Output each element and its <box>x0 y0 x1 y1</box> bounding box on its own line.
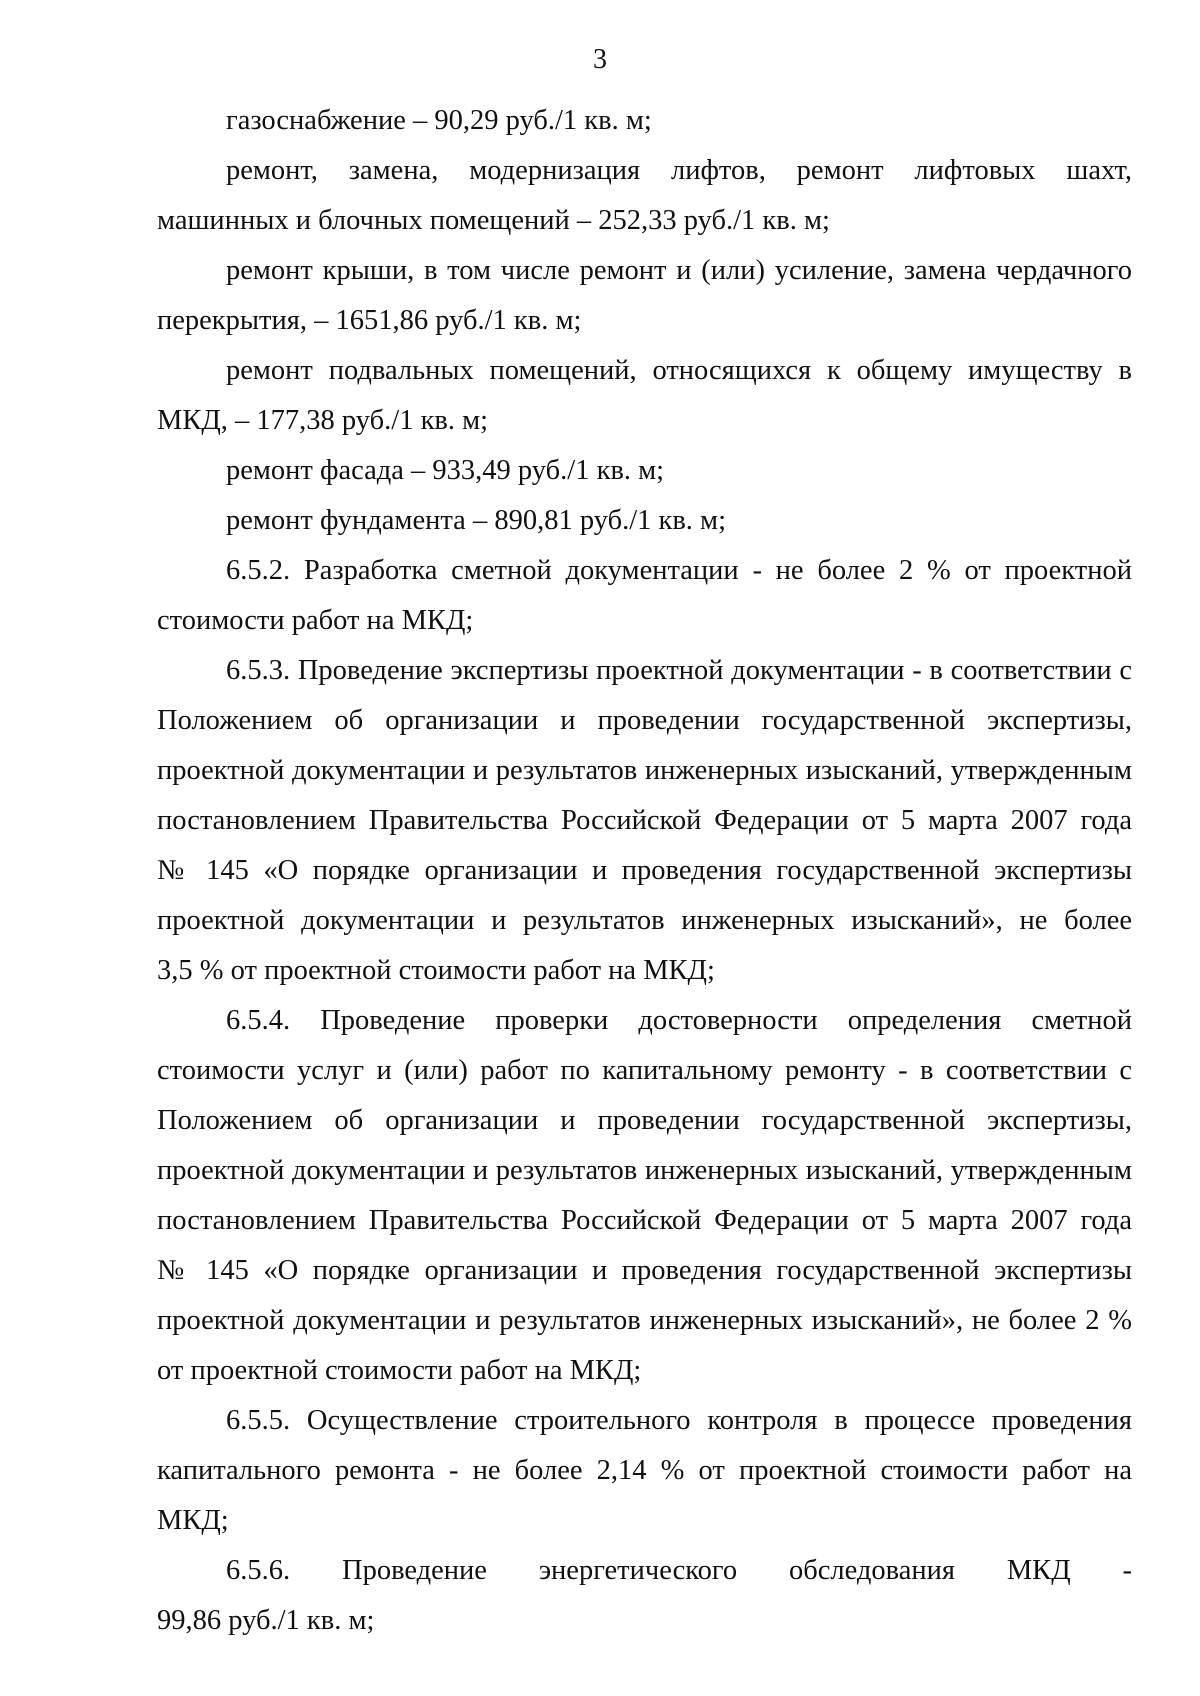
text-line: 6.5.2. Разработка сметной документации - не более 2 % от проектной <box>226 555 1132 586</box>
text-line: 6.5.3. Проведение экспертизы проектной документации - в соответствии с <box>226 655 1132 686</box>
text-line: № 145 «О порядке организации и проведения государственной экспертизы <box>157 855 1132 886</box>
text-line: от проектной стоимости работ на МКД; <box>157 1355 642 1386</box>
text-line: ремонт, замена, модернизация лифтов, ремонт лифтовых шахт, <box>226 155 1132 186</box>
text-line: стоимости работ на МКД; <box>157 605 474 636</box>
text-line: ремонт фасада – 933,49 руб./1 кв. м; <box>226 455 665 486</box>
text-line: № 145 «О порядке организации и проведения государственной экспертизы <box>157 1255 1132 1286</box>
text-line: газоснабжение – 90,29 руб./1 кв. м; <box>226 105 652 136</box>
text-line: проектной документации и результатов инженерных изысканий, утвержденным <box>157 1155 1132 1186</box>
text-line: проектной документации и результатов инженерных изысканий», не более <box>157 905 1132 936</box>
text-line: перекрытия, – 1651,86 руб./1 кв. м; <box>157 305 582 336</box>
text-line: Положением об организации и проведении государственной экспертизы, <box>157 705 1132 736</box>
text-line: 6.5.4. Проведение проверки достоверности определения сметной <box>226 1005 1132 1036</box>
text-line: 3,5 % от проектной стоимости работ на МКД; <box>157 955 715 986</box>
text-line: постановлением Правительства Российской Федерации от 5 марта 2007 года <box>157 1205 1132 1236</box>
text-line: ремонт подвальных помещений, относящихся к общему имуществу в <box>226 355 1132 386</box>
text-line: машинных и блочных помещений – 252,33 руб./1 кв. м; <box>157 205 830 236</box>
text-line: проектной документации и результатов инженерных изысканий», не более 2 % <box>157 1305 1132 1336</box>
text-line: стоимости услуг и (или) работ по капитальному ремонту - в соответствии с <box>157 1055 1132 1086</box>
text-line: ремонт крыши, в том числе ремонт и (или) усиление, замена чердачного <box>226 255 1132 286</box>
page-number: 3 <box>593 44 607 75</box>
text-line: 6.5.5. Осуществление строительного контроля в процессе проведения <box>226 1405 1132 1436</box>
document-body <box>157 96 1132 1646</box>
text-line: ремонт фундамента – 890,81 руб./1 кв. м; <box>226 505 726 536</box>
text-line: 6.5.6. Проведение энергетического обследования МКД - <box>226 1555 1132 1586</box>
text-line: капитального ремонта - не более 2,14 % от проектной стоимости работ на МКД; <box>157 1455 1132 1536</box>
text-line: МКД, – 177,38 руб./1 кв. м; <box>157 405 489 436</box>
text-line: 99,86 руб./1 кв. м; <box>157 1605 375 1636</box>
text-line: Положением об организации и проведении государственной экспертизы, <box>157 1105 1132 1136</box>
text-line: постановлением Правительства Российской Федерации от 5 марта 2007 года <box>157 805 1132 836</box>
text-line: проектной документации и результатов инженерных изысканий, утвержденным <box>157 755 1132 786</box>
